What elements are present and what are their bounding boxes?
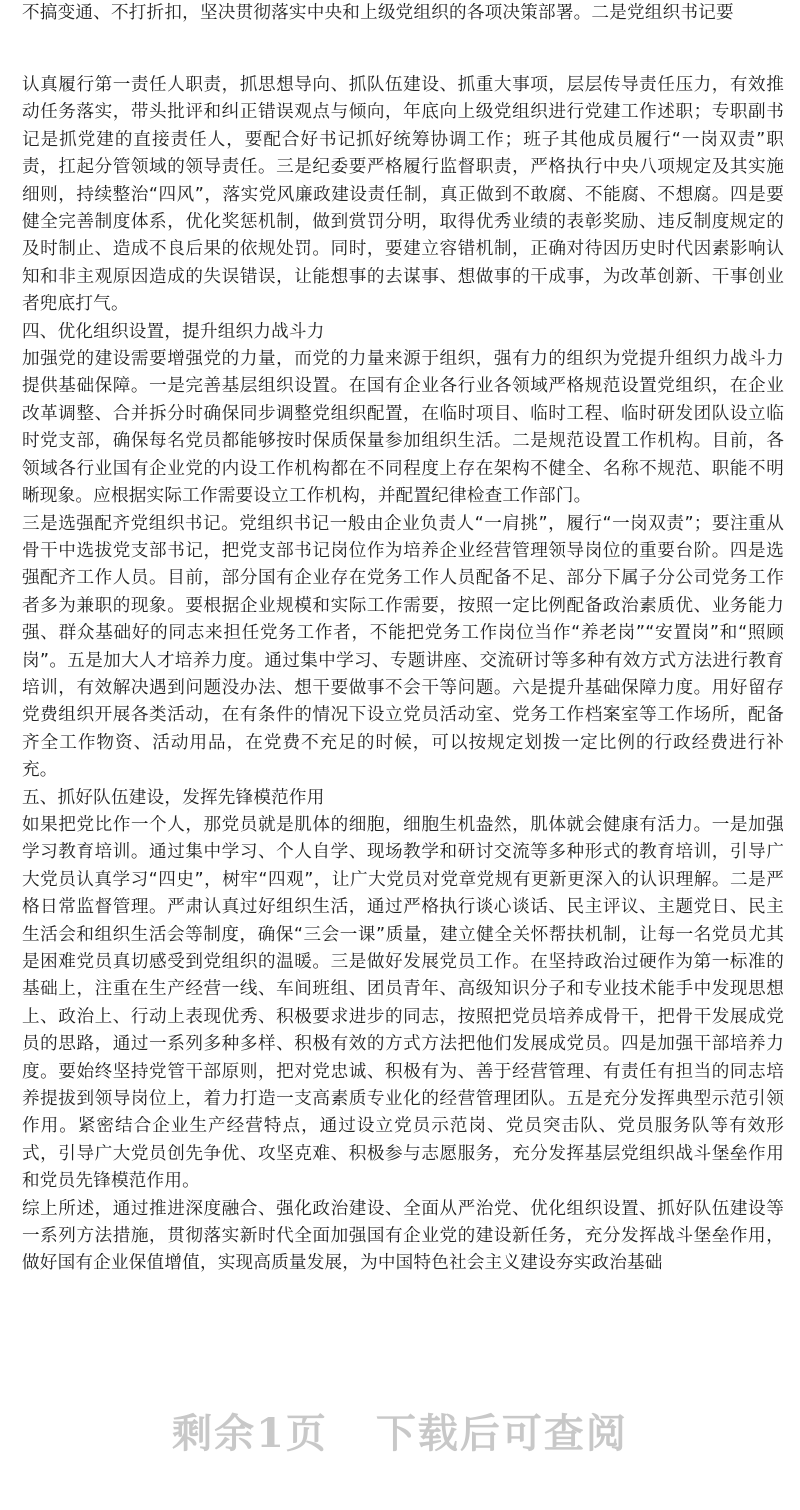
section-heading-5: 五、抓好队伍建设，发挥先锋模范作用	[22, 787, 325, 808]
download-prompt-banner[interactable]	[0, 1404, 800, 1464]
paragraph-section-4a: 加强党的建设需要增强党的力量，而党的力量来源于组织，强有力的组织为党提升组织力战斗力提供基础保障。一是完善基层组织设置。在国有企业各行业各领域严格规范设置党组织，在企业改革调整、合并拆分时确保同步调整党组织配置，在临时项目、临时工程、临时研发团队设立临时党支部，确保每名党员都能够按时保质保量参加组织生活。二是规范设置工作机构。目前，各领域各行业国有企业党的内设工作机构都在不同程度上存在架构不健全、名称不规范、职能不明晰现象。应根据实际工作需要设立工作机构，并配置纪律检查工作部门。	[22, 349, 784, 507]
document-body	[22, 72, 784, 1278]
paragraph-section-4b: 三是选强配齐党组织书记。党组织书记一般由企业负责人“一肩挑”，履行“一岗双责”；要注重从骨干中选拔党支部书记，把党支部书记岗位作为培养企业经营管理领导岗位的重要台阶。四是选强配齐工作人员。目前，部分国有企业存在党务工作人员配备不足、部分下属子分公司党务工作者多为兼职的现象。要根据企业规模和实际工作需要，按照一定比例配备政治素质优、业务能力强、群众基础好的同志来担任党务工作者，不能把党务工作岗位当作“养老岗”“安置岗”和“照顾岗”。五是加大人才培养力度。通过集中学习、专题讲座、交流研讨等多种有效方式方法进行教育培训，有效解决遇到问题没办法、想干要做事不会干等问题。六是提升基础保障力度。用好留存党费组织开展各类活动，在有条件的情况下设立党员活动室、党务工作档案室等工作场所，配备齐全工作物资、活动用品，在党费不充足的时候，可以按规定划拨一定比例的行政经费进行补充。	[22, 513, 784, 781]
paragraph-section-5: 如果把党比作一个人，那党员就是肌体的细胞，细胞生机盎然，肌体就会健康有活力。一是加强学习教育培训。通过集中学习、个人自学、现场教学和研讨交流等多种形式的教育培训，引导广大党员认真学习“四史”，树牢“四观”，让广大党员对党章党规有更新更深入的认识理解。二是严格日常监督管理。严肃认真过好组织生活，通过严格执行谈心谈话、民主评议、主题党日、民主生活会和组织生活会等制度，确保“三会一课”质量，建立健全关怀帮扶机制，让每一名党员尤其是困难党员真切感受到党组织的温暖。三是做好发展党员工作。在坚持政治过硬作为第一标准的基础上，注重在生产经营一线、车间班组、团员青年、高级知识分子和专业技术能手中发现思想上、政治上、行动上表现优秀、积极要求进步的同志，按照把党员培养成骨干，把骨干发展成党员的思路，通过一系列多种多样、积极有效的方式方法把他们发展成党员。四是加强干部培养力度。要始终坚持党管干部原则，把对党忠诚、积极有为、善于经营管理、有责任有担当的同志培养提拔到领导岗位上，着力打造一支高素质专业化的经营管理团队。五是充分发挥典型示范引领作用。紧密结合企业生产经营特点，通过设立党员示范岗、党员突击队、党员服务队等有效形式，引导广大党员创先争优、攻坚克难、积极参与志愿服务，充分发挥基层党组织战斗堡垒作用和党员先锋模范作用。	[22, 814, 784, 1192]
paragraph-continuation: 认真履行第一责任人职责，抓思想导向、抓队伍建设、抓重大事项，层层传导责任压力，有效推动任务落实，带头批评和纠正错误观点与倾向，年底向上级党组织进行党建工作述职；专职副书记是抓党建的直接责任人，要配合好书记抓好统筹协调工作；班子其他成员履行“一岗双责”职责，扛起分管领域的领导责任。三是纪委要严格履行监督职责，严格执行中央八项规定及其实施细则，持续整治“四风”，落实党风廉政建设责任制，真正做到不敢腐、不能腐、不想腐。四是要健全完善制度体系，优化奖惩机制，做到赏罚分明，取得优秀业绩的表彰奖励、违反制度规定的及时制止、造成不良后果的依规处罚。同时，要建立容错机制，正确对待因历史时代因素影响认知和非主观原因造成的失误错误，让能想事的去谋事、想做事的干成事，为改革创新、干事创业者兜底打气。	[22, 75, 784, 315]
paragraph-conclusion: 综上所述，通过推进深度融合、强化政治建设、全面从严治党、优化组织设置、抓好队伍建设等一系列方法措施，贯彻落实新时代全面加强国有企业党的建设新任务，充分发挥战斗堡垒作用，做好国有企业保值增值，实现高质量发展，为中国特色社会主义建设夯实政治基础	[22, 1198, 784, 1274]
remaining-pages-label: 剩余1页	[172, 1410, 328, 1457]
document-fragment-top	[22, 0, 784, 27]
download-to-view-label: 下载后可查阅	[375, 1410, 628, 1457]
section-heading-4: 四、优化组织设置，提升组织力战斗力	[22, 321, 325, 342]
paragraph-top-fragment: 不搞变通、不打折扣，坚决贯彻落实中央和上级党组织的各项决策部署。二是党组织书记要	[22, 3, 734, 23]
